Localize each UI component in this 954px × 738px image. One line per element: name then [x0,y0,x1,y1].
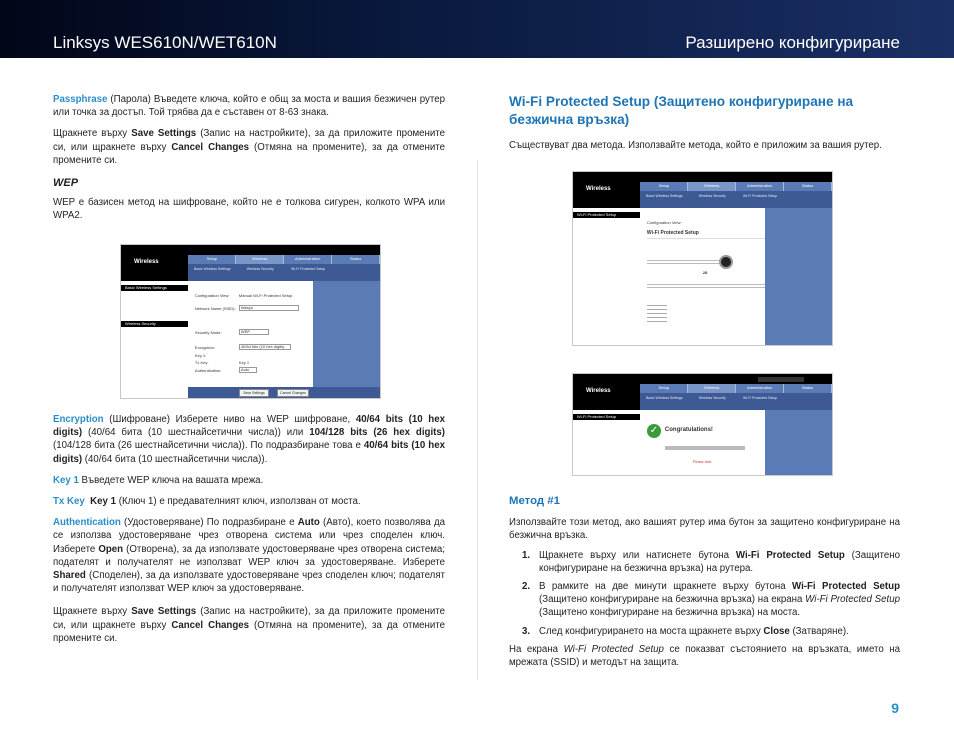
method-intro: Използвайте този метод, ако вашият рутер има бутон за защитено конфигуриране на безжична връзка. [509,517,900,542]
wep-settings-screenshot: Wireless Setup Wireless Administration Status Basic Wireless Settings Wireless Security Wi-Fi Protected Setup Basic Wireless Settings Wireless Security Configuration View: Manual Wi-Fi Protected Setup Network Name (SSID): linksys Security Mode: WEP Encryption: 40/64 bits (10 hex digits) Key 1: Tx Key: Key 1 Authentication: Auto Save Settings Cancel Changes [120,244,381,399]
continue-link[interactable]: Please click [692,460,712,464]
wps-heading: Wi-Fi Protected Setup (Защитено конфигуриране на безжична връзка) [509,94,854,127]
save-paragraph-1: Щракнете върху Save Settings (Запис на настройките), за да приложите промените си, или щракнете върху Cancel Changes (Отмяна на промените), за да отмените промените си. [53,128,445,166]
right-column-lower [509,495,900,669]
product-title: Linksys WES610N/WET610N [53,33,277,52]
passphrase-paragraph: Passphrase (Парола) Въведете ключа, който е общ за моста и вашия безжичен рутер или точка за достъп. Той трябва да е съставен от 8-63 знака. [53,94,445,119]
wps-intro: Съществуват два метода. Използвайте метода, който е приложим за вашия рутер. [509,140,882,151]
wep-form: Configuration View: Manual Wi-Fi Protected Setup Network Name (SSID): linksys Security Mode: WEP Encryption: 40/64 bits (10 hex digits) Key 1: Tx Key: Key 1 Authentication: Auto [191,285,313,385]
left-column-lower [53,413,445,645]
list-item: 2. В рамките на две минути щракнете върху бутона Wi-Fi Protected Setup (Защитено конфигуриране на безжична връзка) на екрана Wi-Fi Protected Setup (Защитено конфигуриране на безжична връзка) на моста. [522,581,900,619]
wep-heading: WEP [53,177,79,190]
txkey-paragraph: Tx Key Key 1 (Ключ 1) е предавателният ключ, използван от моста. [53,496,361,508]
check-icon: ✓ [647,424,661,438]
wps-button-icon[interactable] [719,255,733,269]
wep-paragraph: WEP е базисен метод на шифроване, който не е толкова сигурен, колкото WPA или WPA2. [53,197,445,222]
section-title: Разширено конфигуриране [685,33,900,52]
cancel-changes-button[interactable]: Cancel Changes [277,389,309,397]
congratulations-title: Congratulations! [664,427,713,433]
wireless-brand-label: Wireless [134,259,159,265]
passphrase-label: Passphrase [53,94,108,105]
list-item: 3. След конфигурирането на моста щракнете върху Close (Затваряне). [522,625,849,637]
authentication-paragraph: Authentication (Удостоверяване) По подразбиране е Auto (Авто), което позволява да се използва удостоверяване чрез отворена система или чрез споделен ключ. Изберете Open (Отворена), за да използвате удостоверяване чрез отворена система; подателят и получателят не използват WEP ключ за удостоверяване. Изберете Shared (Споделен), за да използвате удостоверяване чрез споделен ключ; подателят и получателят използват WEP ключ за удостоверяване. [53,517,445,595]
save-paragraph-2: Щракнете върху Save Settings (Запис на настройките), за да приложите промените си, или щракнете върху Cancel Changes (Отмяна на промените), за да отмените промените си. [53,606,445,644]
wep-top-nav: Setup Wireless Administration Status [188,255,380,264]
column-divider [477,160,478,680]
list-item: 1. Щракнете върху или натиснете бутона Wi-Fi Protected Setup (Защитено конфигуриране на безжична връзка) на рутера. [522,549,900,574]
page-header [0,0,954,58]
encryption-paragraph: Encryption (Шифроване) Изберете ниво на WEP шифроване, 40/64 bits (10 hex digits) (40/64 бита (10 шестнайсетични числа)) или 104/128 bits (26 hex digits) (104/128 бита (26 шестнайсетични числа)). По подразбиране това е 40/64 bits (10 hex digits) (40/64 бита (10 шестнайсетични числа)). [53,414,445,465]
steps-list [509,549,900,638]
save-settings-button[interactable]: Save Settings [239,389,269,397]
left-column [53,93,445,223]
page-number: 9 [891,700,899,716]
wps-congratulations-screenshot: Wireless Setup Wireless Administration Status Basic Wireless Settings Wireless Security Wi-Fi Protected Setup Wi-Fi Protected Setup ✓ Congratulations! Please click [572,373,833,476]
wep-sub-nav: Basic Wireless Settings Wireless Security Wi-Fi Protected Setup [188,264,380,281]
method-heading: Метод #1 [509,495,560,507]
wps-setup-screenshot: Wireless Setup Wireless Administration Status Basic Wireless Settings Wireless Security Wi-Fi Protected Setup Wi-Fi Protected Setup Configuration View: Wi-Fi Protected Setup 28 [572,171,833,346]
wps-form: Configuration View: Wi-Fi Protected Setup 28 [643,212,765,342]
key1-paragraph: Key 1 Въведете WEP ключа на вашата мрежа. [53,474,264,486]
right-column [509,93,900,152]
outro-paragraph: На екрана Wi-Fi Protected Setup се показват състоянието на връзката, името на мрежата (SSID) и методът на защита. [509,643,901,669]
